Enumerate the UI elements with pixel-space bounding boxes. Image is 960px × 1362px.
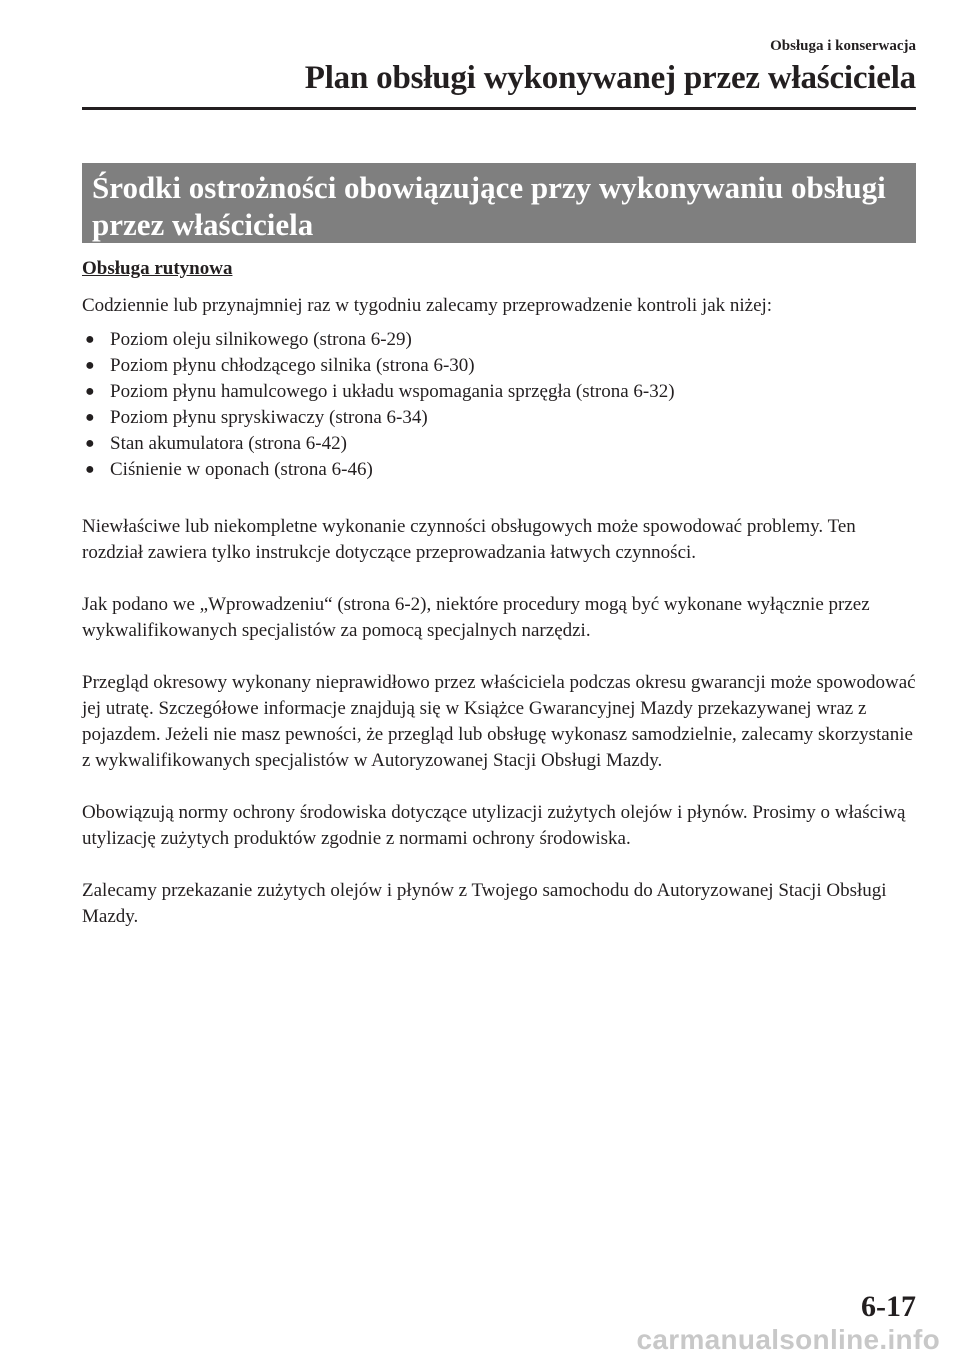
list-item-text: Poziom oleju silnikowego (strona 6-29) <box>110 329 412 350</box>
check-list <box>82 327 916 483</box>
chapter-title: Plan obsługi wykonywanej przez właściciela <box>304 60 916 96</box>
paragraph-disposal: Zalecamy przekazanie zużytych olejów i płynów z Twojego samochodu do Autoryzowanej Stacji Obsługi Mazdy. <box>82 880 887 927</box>
list-item <box>82 353 916 379</box>
list-item-text: Poziom płynu spryskiwaczy (strona 6-34) <box>110 407 428 428</box>
bullet-icon: ● <box>85 435 95 452</box>
main-content <box>82 256 916 956</box>
bullet-icon: ● <box>85 331 95 348</box>
list-item <box>82 405 916 431</box>
bullet-icon: ● <box>85 409 95 426</box>
list-item-text: Poziom płynu hamulcowego i układu wspomagania sprzęgła (strona 6-32) <box>110 381 675 402</box>
list-item-text: Ciśnienie w oponach (strona 6-46) <box>110 459 373 480</box>
bullet-icon: ● <box>85 383 95 400</box>
list-item <box>82 327 916 353</box>
paragraph-warranty: Przegląd okresowy wykonany nieprawidłowo przez właściciela podczas okresu gwarancji może spowodować jej utratę. Szczegółowe informacje znajdują się w Książce Gwarancyjnej Mazdy przekazywanej wraz z pojazdem. Jeżeli nie masz pewności, że przegląd lub obsługę wykonasz samodzielnie, zalecamy skorzystanie z wykwalifikowanych specjalistów w Autoryzowanej Stacji Obsługi Mazdy. <box>82 672 916 771</box>
paragraph-environment: Obowiązują normy ochrony środowiska dotyczące utylizacji zużytych olejów i płynów. Prosimy o właściwą utylizację zużytych produktów zgodnie z normami ochrony środowiska. <box>82 802 906 849</box>
subheading: Obsługa rutynowa <box>82 258 233 279</box>
running-head: Obsługa i konserwacja <box>770 38 916 54</box>
watermark: carmanualsonline.info <box>636 1324 940 1355</box>
bullet-icon: ● <box>85 357 95 374</box>
section-title-line-1: Środki ostrożności obowiązujące przy wykonywaniu obsługi <box>92 170 886 205</box>
list-item <box>82 379 916 405</box>
header-rule <box>82 107 916 110</box>
section-title-line-2: przez właściciela <box>92 207 314 242</box>
intro-paragraph: Codziennie lub przynajmniej raz w tygodniu zalecamy przeprowadzenie kontroli jak niżej: <box>82 295 773 316</box>
paragraph-specialists: Jak podano we „Wprowadzeniu“ (strona 6-2), niektóre procedury mogą być wykonane wyłącznie przez wykwalifikowanych specjalistów za pomocą specjalnych narzędzi. <box>82 594 870 641</box>
bullet-icon: ● <box>85 461 95 478</box>
paragraph-improper-maintenance: Niewłaściwe lub niekompletne wykonanie czynności obsługowych może spowodować problemy. Ten rozdział zawiera tylko instrukcje dotyczące przeprowadzania łatwych czynności. <box>82 516 856 563</box>
section-banner <box>82 163 916 243</box>
list-item-text: Stan akumulatora (strona 6-42) <box>110 433 347 454</box>
list-item <box>82 457 916 483</box>
list-item <box>82 431 916 457</box>
page-number: 6-17 <box>861 1290 916 1323</box>
list-item-text: Poziom płynu chłodzącego silnika (strona 6-30) <box>110 355 475 376</box>
